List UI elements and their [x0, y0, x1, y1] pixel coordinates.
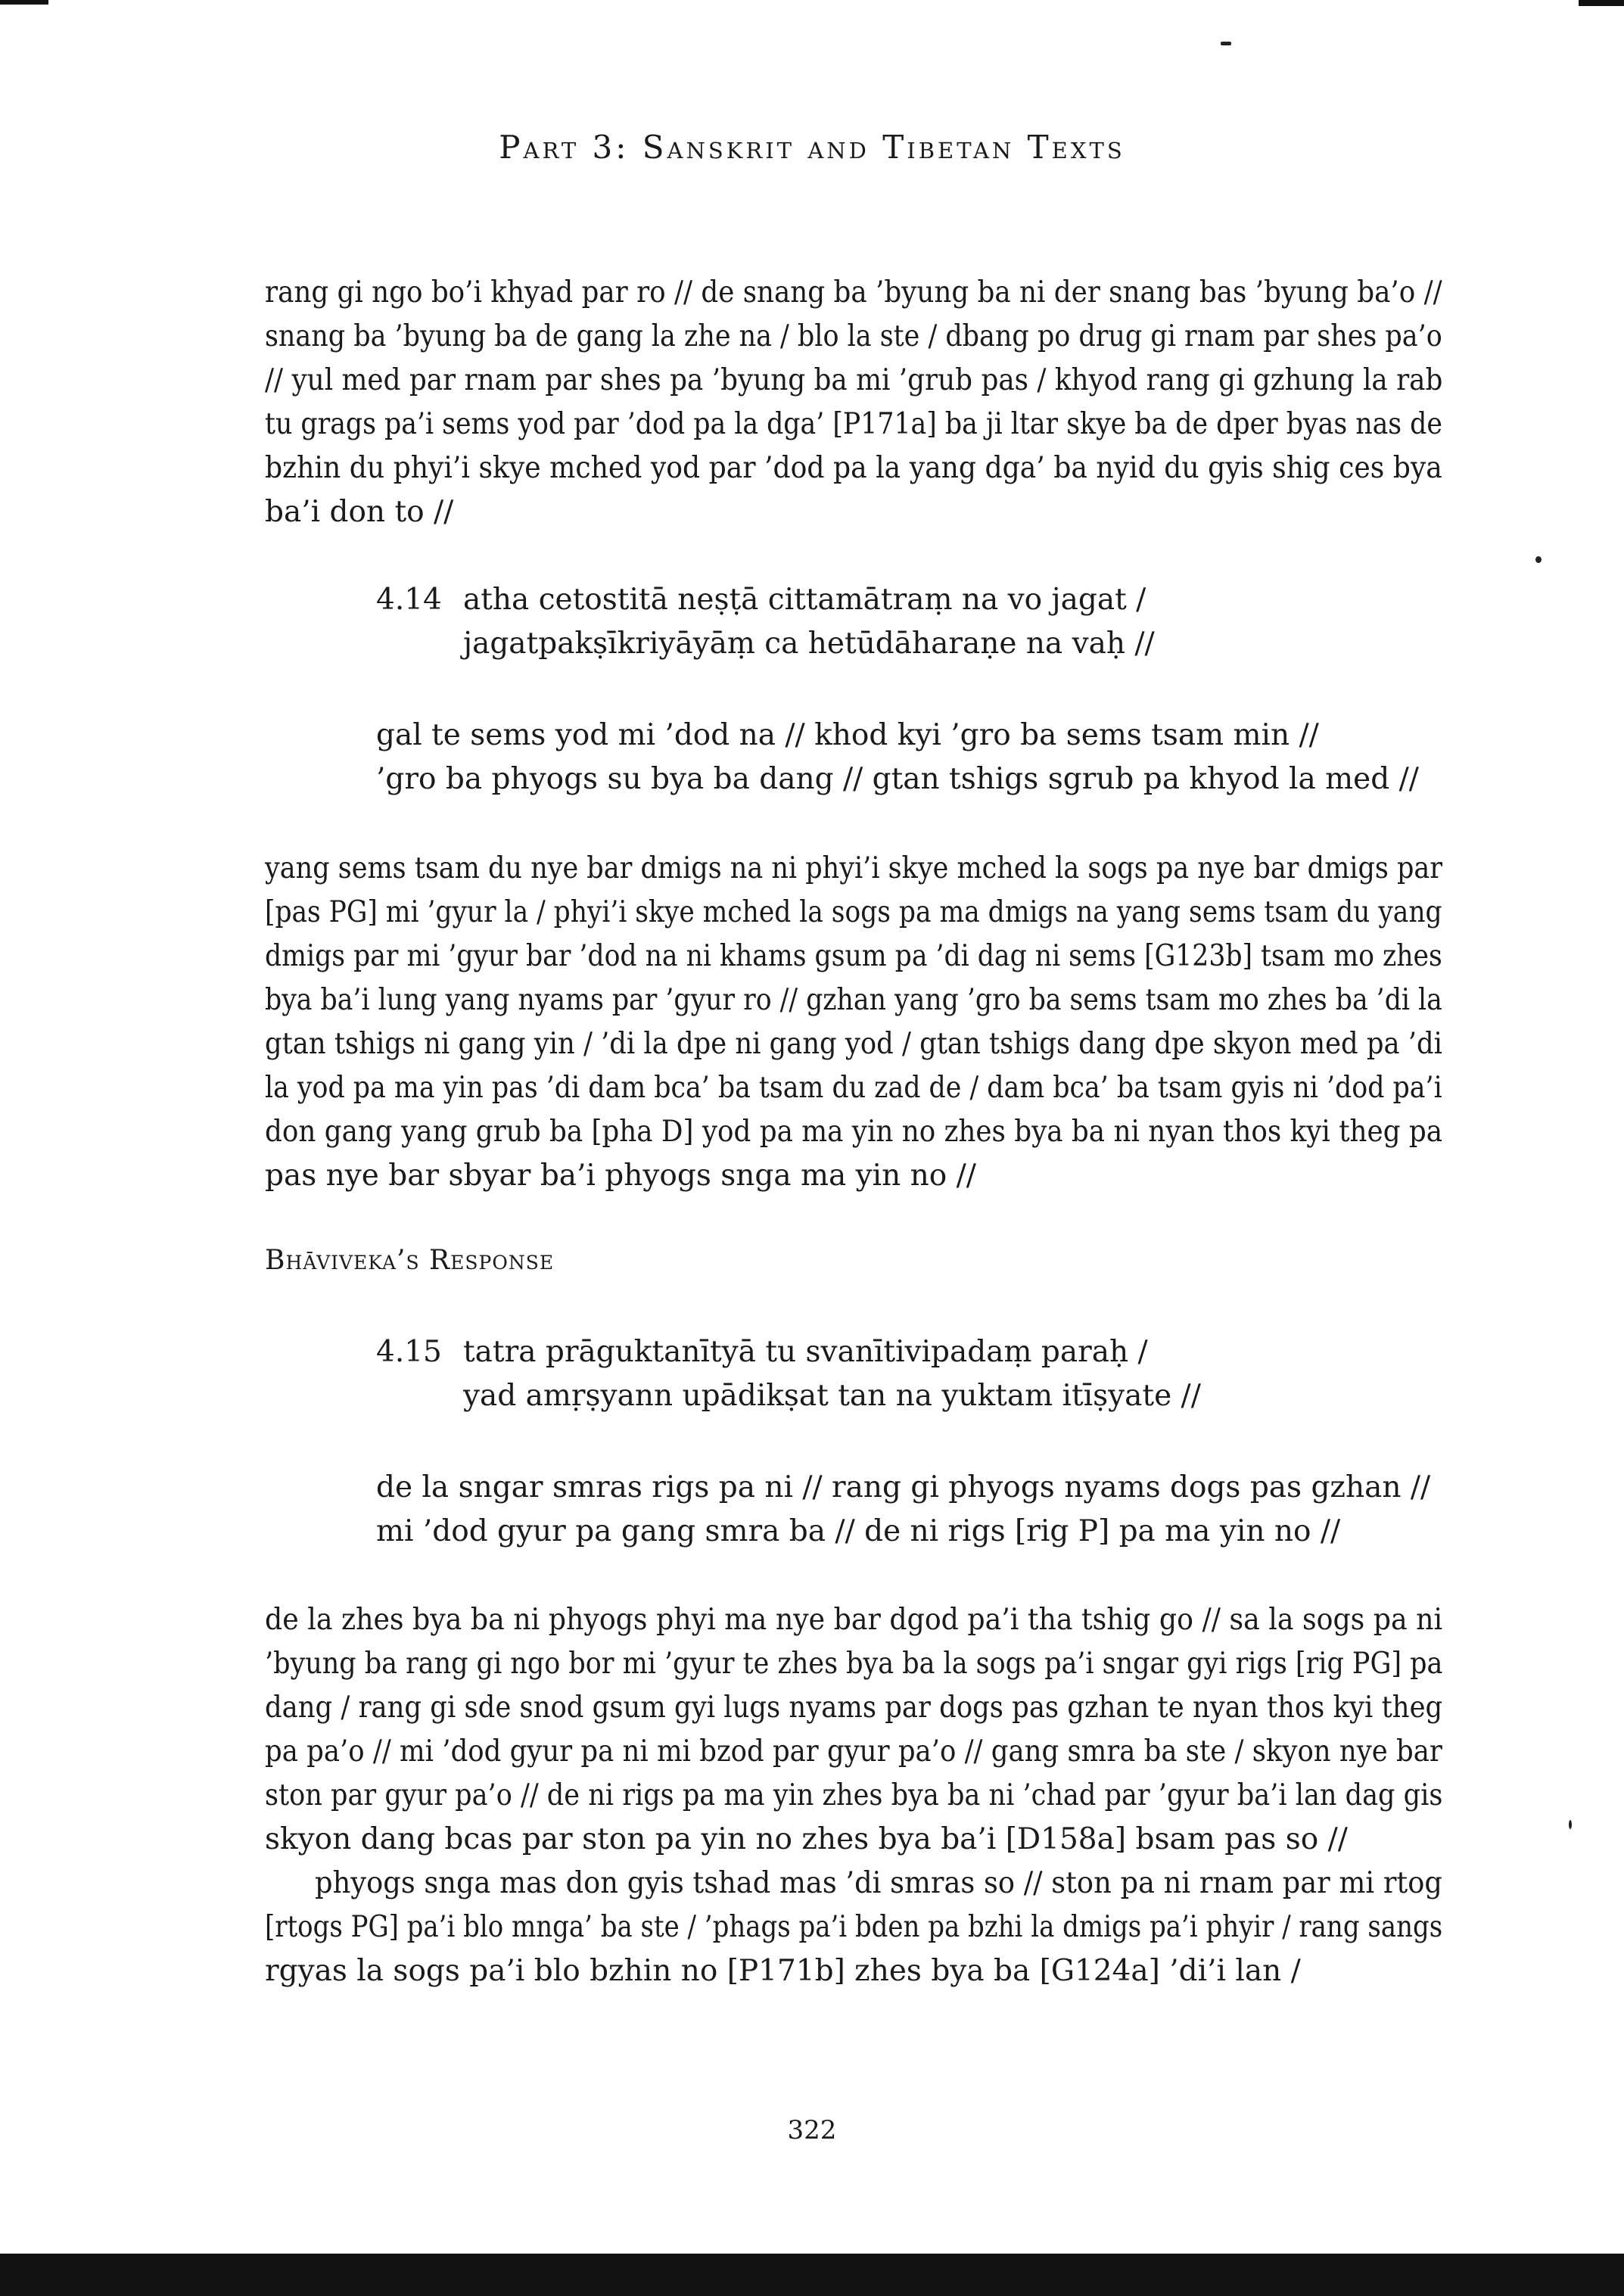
verse-4-14 [376, 578, 1436, 666]
text-line: rgyas la sogs pa’i blo bzhin no [P171b] zhes bya ba [G124a] ’di’i lan / [265, 1954, 1301, 1988]
section-heading: Bhāviveka’s Response [265, 1245, 555, 1276]
speck-mark [1569, 1820, 1572, 1829]
text-line: dmigs par mi ’gyur bar ’dod na ni khams gsum pa ’di dag ni sems [G123b] tsam mo zhes [265, 939, 1442, 973]
text-line: pa pa’o // mi ’dod gyur pa ni mi bzod par gyur pa’o // gang smra ba ste / skyon nye bar [265, 1734, 1442, 1769]
text-line: tatra prāguktanītyā tu svanītivipadaṃ paraḥ / [463, 1335, 1148, 1369]
text-line: jagatpakṣīkriyāyāṃ ca hetūdāharaṇe na vaḥ // [463, 627, 1155, 661]
paragraph-4 [265, 1862, 1442, 1993]
text-line: la yod pa ma yin pas ’di dam bca’ ba tsam du zad de / dam bca’ ba tsam gyis ni ’dod pa’i [265, 1071, 1442, 1105]
paragraph-2 [265, 847, 1442, 1198]
speck-mark [1221, 42, 1231, 45]
scan-bottom-band [0, 2254, 1624, 2296]
text-line: gal te sems yod mi ’dod na // khod kyi ’gro ba sems tsam min // [376, 718, 1319, 752]
text-line: bzhin du phyi’i skye mched yod par ’dod pa la yang dga’ ba nyid du gyis shig ces bya [265, 451, 1442, 485]
text-line: de la sngar smras rigs pa ni // rang gi phyogs nyams dogs pas gzhan // [376, 1470, 1431, 1504]
paragraph-1 [265, 271, 1442, 534]
text-line: don gang yang grub ba [pha D] yod pa ma yin no zhes bya ba ni nyan thos kyi theg pa [265, 1115, 1443, 1149]
text-line: skyon dang bcas par ston pa yin no zhes bya ba’i [D158a] bsam pas so // [265, 1822, 1348, 1856]
verse-4-15 [376, 1330, 1436, 1418]
tibetan-verse-4-14 [376, 714, 1473, 801]
verse-lines [463, 1330, 1436, 1418]
text-line: gtan tshigs ni gang yin / ’di la dpe ni gang yod / gtan tshigs dang dpe skyon med pa ’di [265, 1027, 1442, 1061]
scan-edge-mark [0, 0, 48, 5]
text-line: [rtogs PG] pa’i blo mnga’ ba ste / ’phags pa’i bden pa bzhi la dmigs pa’i phyir / rang sangs [265, 1910, 1443, 1944]
text-line: rang gi ngo bo’i khyad par ro // de snang ba ’byung ba ni der snang bas ’byung ba’o // [265, 275, 1442, 310]
text-line: yang sems tsam du nye bar dmigs na ni phyi’i skye mched la sogs pa nye bar dmigs par [265, 851, 1443, 885]
text-line: // yul med par rnam par shes pa ’byung ba mi ’grub pas / khyod rang gi gzhung la rab [265, 363, 1443, 397]
text-line: atha cetostitā neṣṭā cittamātraṃ na vo jagat / [463, 583, 1146, 617]
text-line: snang ba ’byung ba de gang la zhe na / blo la ste / dbang po drug gi rnam par shes pa’o [265, 319, 1442, 353]
paragraph-3 [265, 1598, 1442, 1862]
text-line: de la zhes bya ba ni phyogs phyi ma nye bar dgod pa’i tha tshig go // sa la sogs pa ni [265, 1603, 1443, 1637]
page-number: 322 [787, 2115, 837, 2145]
verse-number: 4.15 [376, 1335, 442, 1369]
text-line: phyogs snga mas don gyis tshad mas ’di smras so // ston pa ni rnam par mi rtog [315, 1866, 1442, 1900]
text-line: [pas PG] mi ’gyur la / phyi’i skye mched la sogs pa ma dmigs na yang sems tsam du yang [265, 895, 1442, 929]
text-line: ba’i don to // [265, 495, 454, 529]
text-line: mi ’dod gyur pa gang smra ba // de ni rigs [rig P] pa ma yin no // [376, 1514, 1341, 1548]
text-line: ston par gyur pa’o // de ni rigs pa ma yin zhes bya ba ni ’chad par ’gyur ba’i lan dag gis [265, 1778, 1443, 1812]
tibetan-verse-4-15 [376, 1466, 1473, 1554]
scan-edge-mark [1579, 0, 1624, 6]
text-line: yad amṛṣyann upādikṣat tan na yuktam itīṣyate // [463, 1379, 1201, 1413]
speck-mark [1535, 556, 1542, 563]
text-line: dang / rang gi sde snod gsum gyi lugs nyams par dogs pas gzhan te nyan thos kyi theg [265, 1691, 1443, 1725]
running-head: Part 3: Sanskrit and Tibetan Texts [499, 129, 1125, 166]
verse-lines [463, 578, 1436, 666]
verse-number: 4.14 [376, 583, 442, 617]
text-line: ’byung ba rang gi ngo bor mi ’gyur te zhes bya ba la sogs pa’i sngar gyi rigs [rig PG] pa [265, 1647, 1443, 1681]
text-line: ’gro ba phyogs su bya ba dang // gtan tshigs sgrub pa khyod la med // [376, 762, 1419, 796]
text-line: bya ba’i lung yang nyams par ’gyur ro // gzhan yang ’gro ba sems tsam mo zhes ba ’di la [265, 983, 1442, 1017]
text-line: pas nye bar sbyar ba’i phyogs snga ma yin no // [265, 1159, 976, 1193]
text-line: tu grags pa’i sems yod par ’dod pa la dga’ [P171a] ba ji ltar skye ba de dper byas nas de [265, 407, 1442, 441]
